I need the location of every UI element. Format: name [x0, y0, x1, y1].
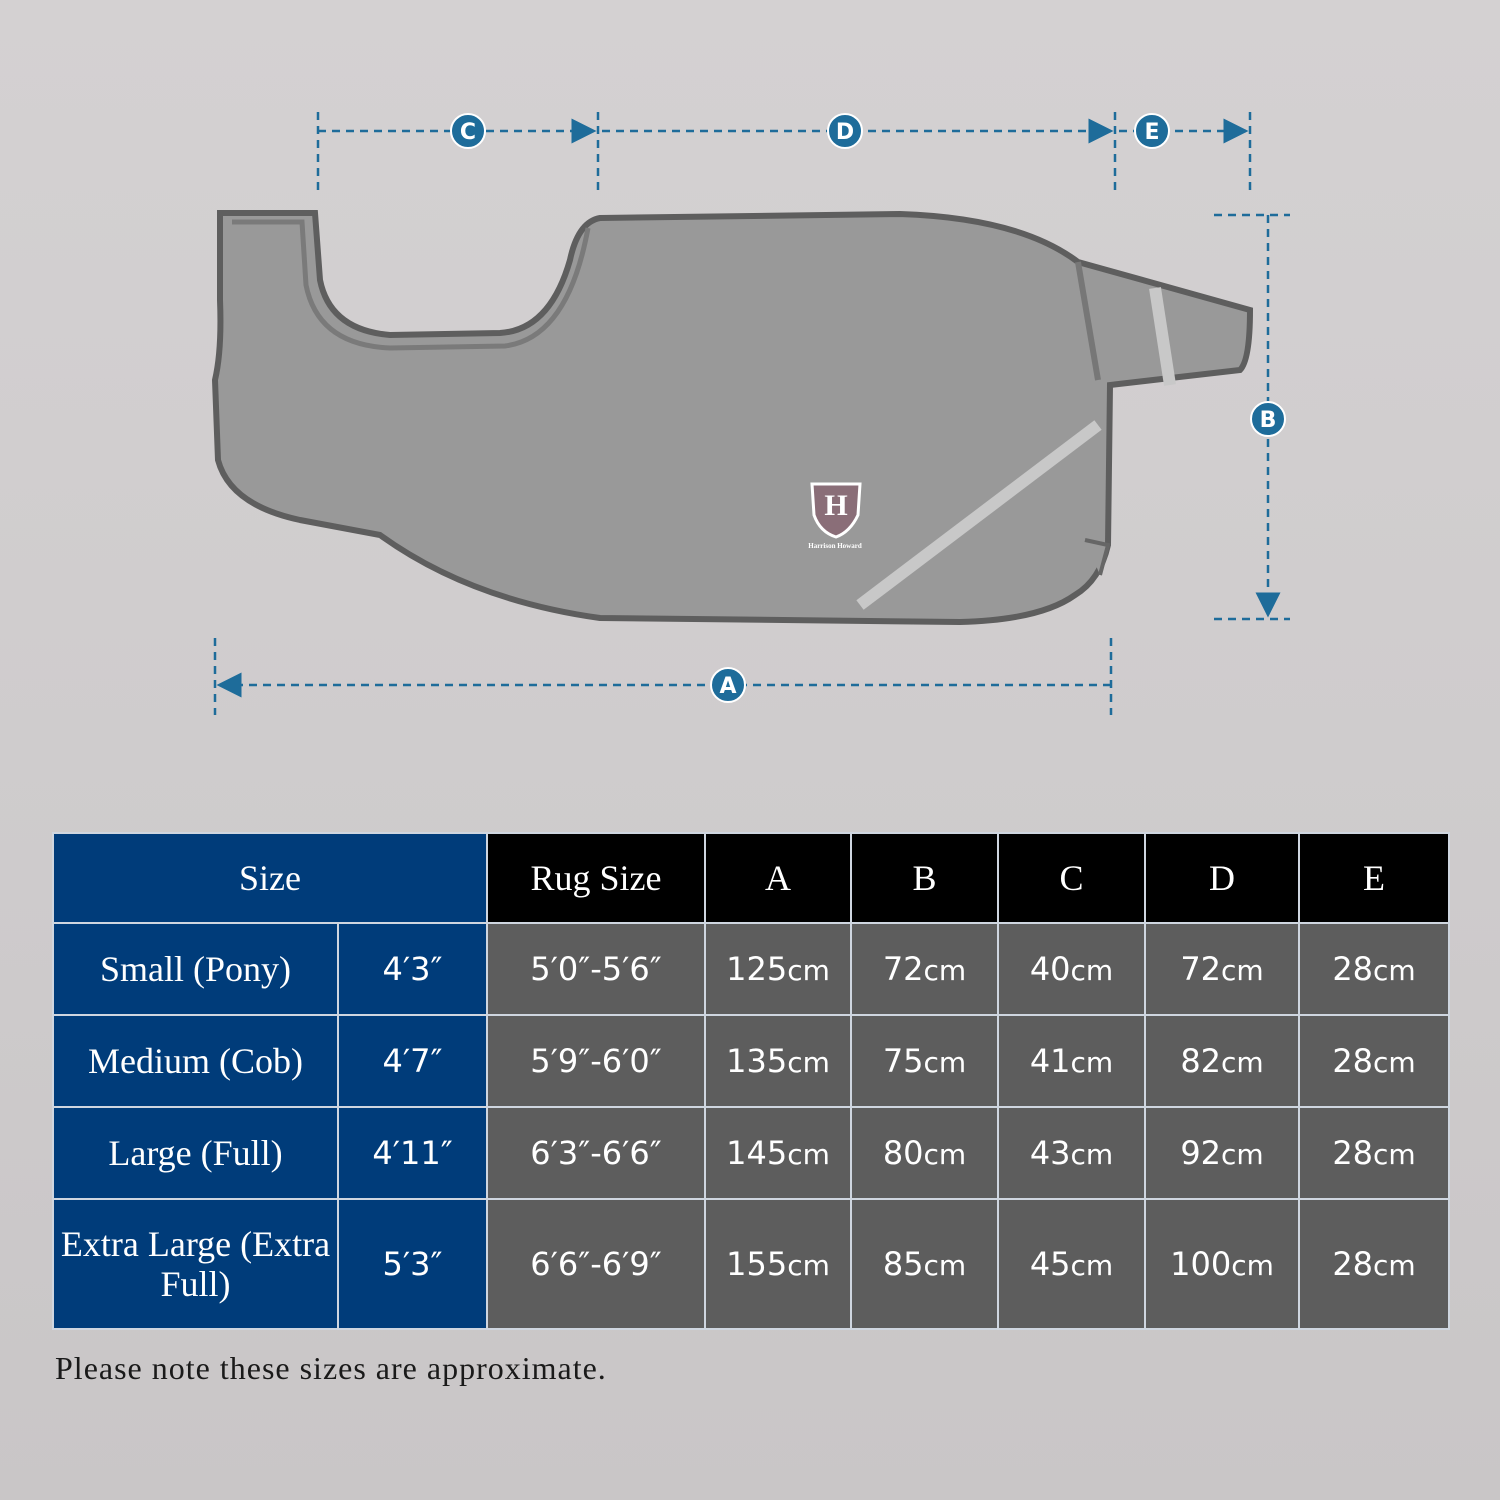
label-d [828, 114, 862, 148]
table-row [53, 1107, 1449, 1199]
svg-text:D: D [835, 120, 855, 145]
measure-c: 45cm [998, 1199, 1145, 1329]
label-b [1251, 402, 1285, 436]
header-size: Size [53, 833, 487, 923]
size-name: Small (Pony) [53, 923, 338, 1015]
measure-a: 145cm [705, 1107, 851, 1199]
measure-b: 85cm [851, 1199, 998, 1329]
size-name: Medium (Cob) [53, 1015, 338, 1107]
rug-shape [215, 213, 1250, 622]
size-name: Large (Full) [53, 1107, 338, 1199]
header-a: A [705, 833, 851, 923]
measure-d: 92cm [1145, 1107, 1299, 1199]
measure-d: 82cm [1145, 1015, 1299, 1107]
rug-size: 5′0″-5′6″ [487, 923, 705, 1015]
svg-text:B: B [1259, 408, 1277, 433]
horse-height: 4′7″ [338, 1015, 487, 1107]
horse-height: 5′3″ [338, 1199, 487, 1329]
measure-b: 72cm [851, 923, 998, 1015]
measure-d: 72cm [1145, 923, 1299, 1015]
approximate-note: Please note these sizes are approximate. [55, 1350, 607, 1386]
svg-text:E: E [1144, 120, 1160, 145]
measure-c: 40cm [998, 923, 1145, 1015]
table-row [53, 1199, 1449, 1329]
header-e: E [1299, 833, 1449, 923]
measure-e: 28cm [1299, 1107, 1449, 1199]
table-row [53, 923, 1449, 1015]
label-c [451, 114, 485, 148]
measure-d: 100cm [1145, 1199, 1299, 1329]
measure-c: 43cm [998, 1107, 1145, 1199]
horse-height: 4′3″ [338, 923, 487, 1015]
measure-e: 28cm [1299, 1199, 1449, 1329]
measure-b: 80cm [851, 1107, 998, 1199]
header-rug-size: Rug Size [487, 833, 705, 923]
measure-a: 155cm [705, 1199, 851, 1329]
svg-text:H: H [824, 489, 848, 522]
svg-text:A: A [719, 674, 737, 699]
label-e [1135, 114, 1169, 148]
measure-e: 28cm [1299, 1015, 1449, 1107]
svg-text:Harrison Howard: Harrison Howard [808, 542, 862, 550]
measure-b: 75cm [851, 1015, 998, 1107]
label-a [711, 668, 745, 702]
size-name: Extra Large (Extra Full) [53, 1199, 338, 1329]
header-d: D [1145, 833, 1299, 923]
measure-c: 41cm [998, 1015, 1145, 1107]
horse-height: 4′11″ [338, 1107, 487, 1199]
svg-text:C: C [459, 120, 477, 145]
measure-e: 28cm [1299, 923, 1449, 1015]
table-row [53, 1015, 1449, 1107]
measure-a: 125cm [705, 923, 851, 1015]
rug-size: 6′3″-6′6″ [487, 1107, 705, 1199]
header-c: C [998, 833, 1145, 923]
rug-size: 6′6″-6′9″ [487, 1199, 705, 1329]
measure-a: 135cm [705, 1015, 851, 1107]
header-b: B [851, 833, 998, 923]
table-header-row [53, 833, 1449, 923]
rug-size: 5′9″-6′0″ [487, 1015, 705, 1107]
size-table [52, 832, 1450, 1330]
